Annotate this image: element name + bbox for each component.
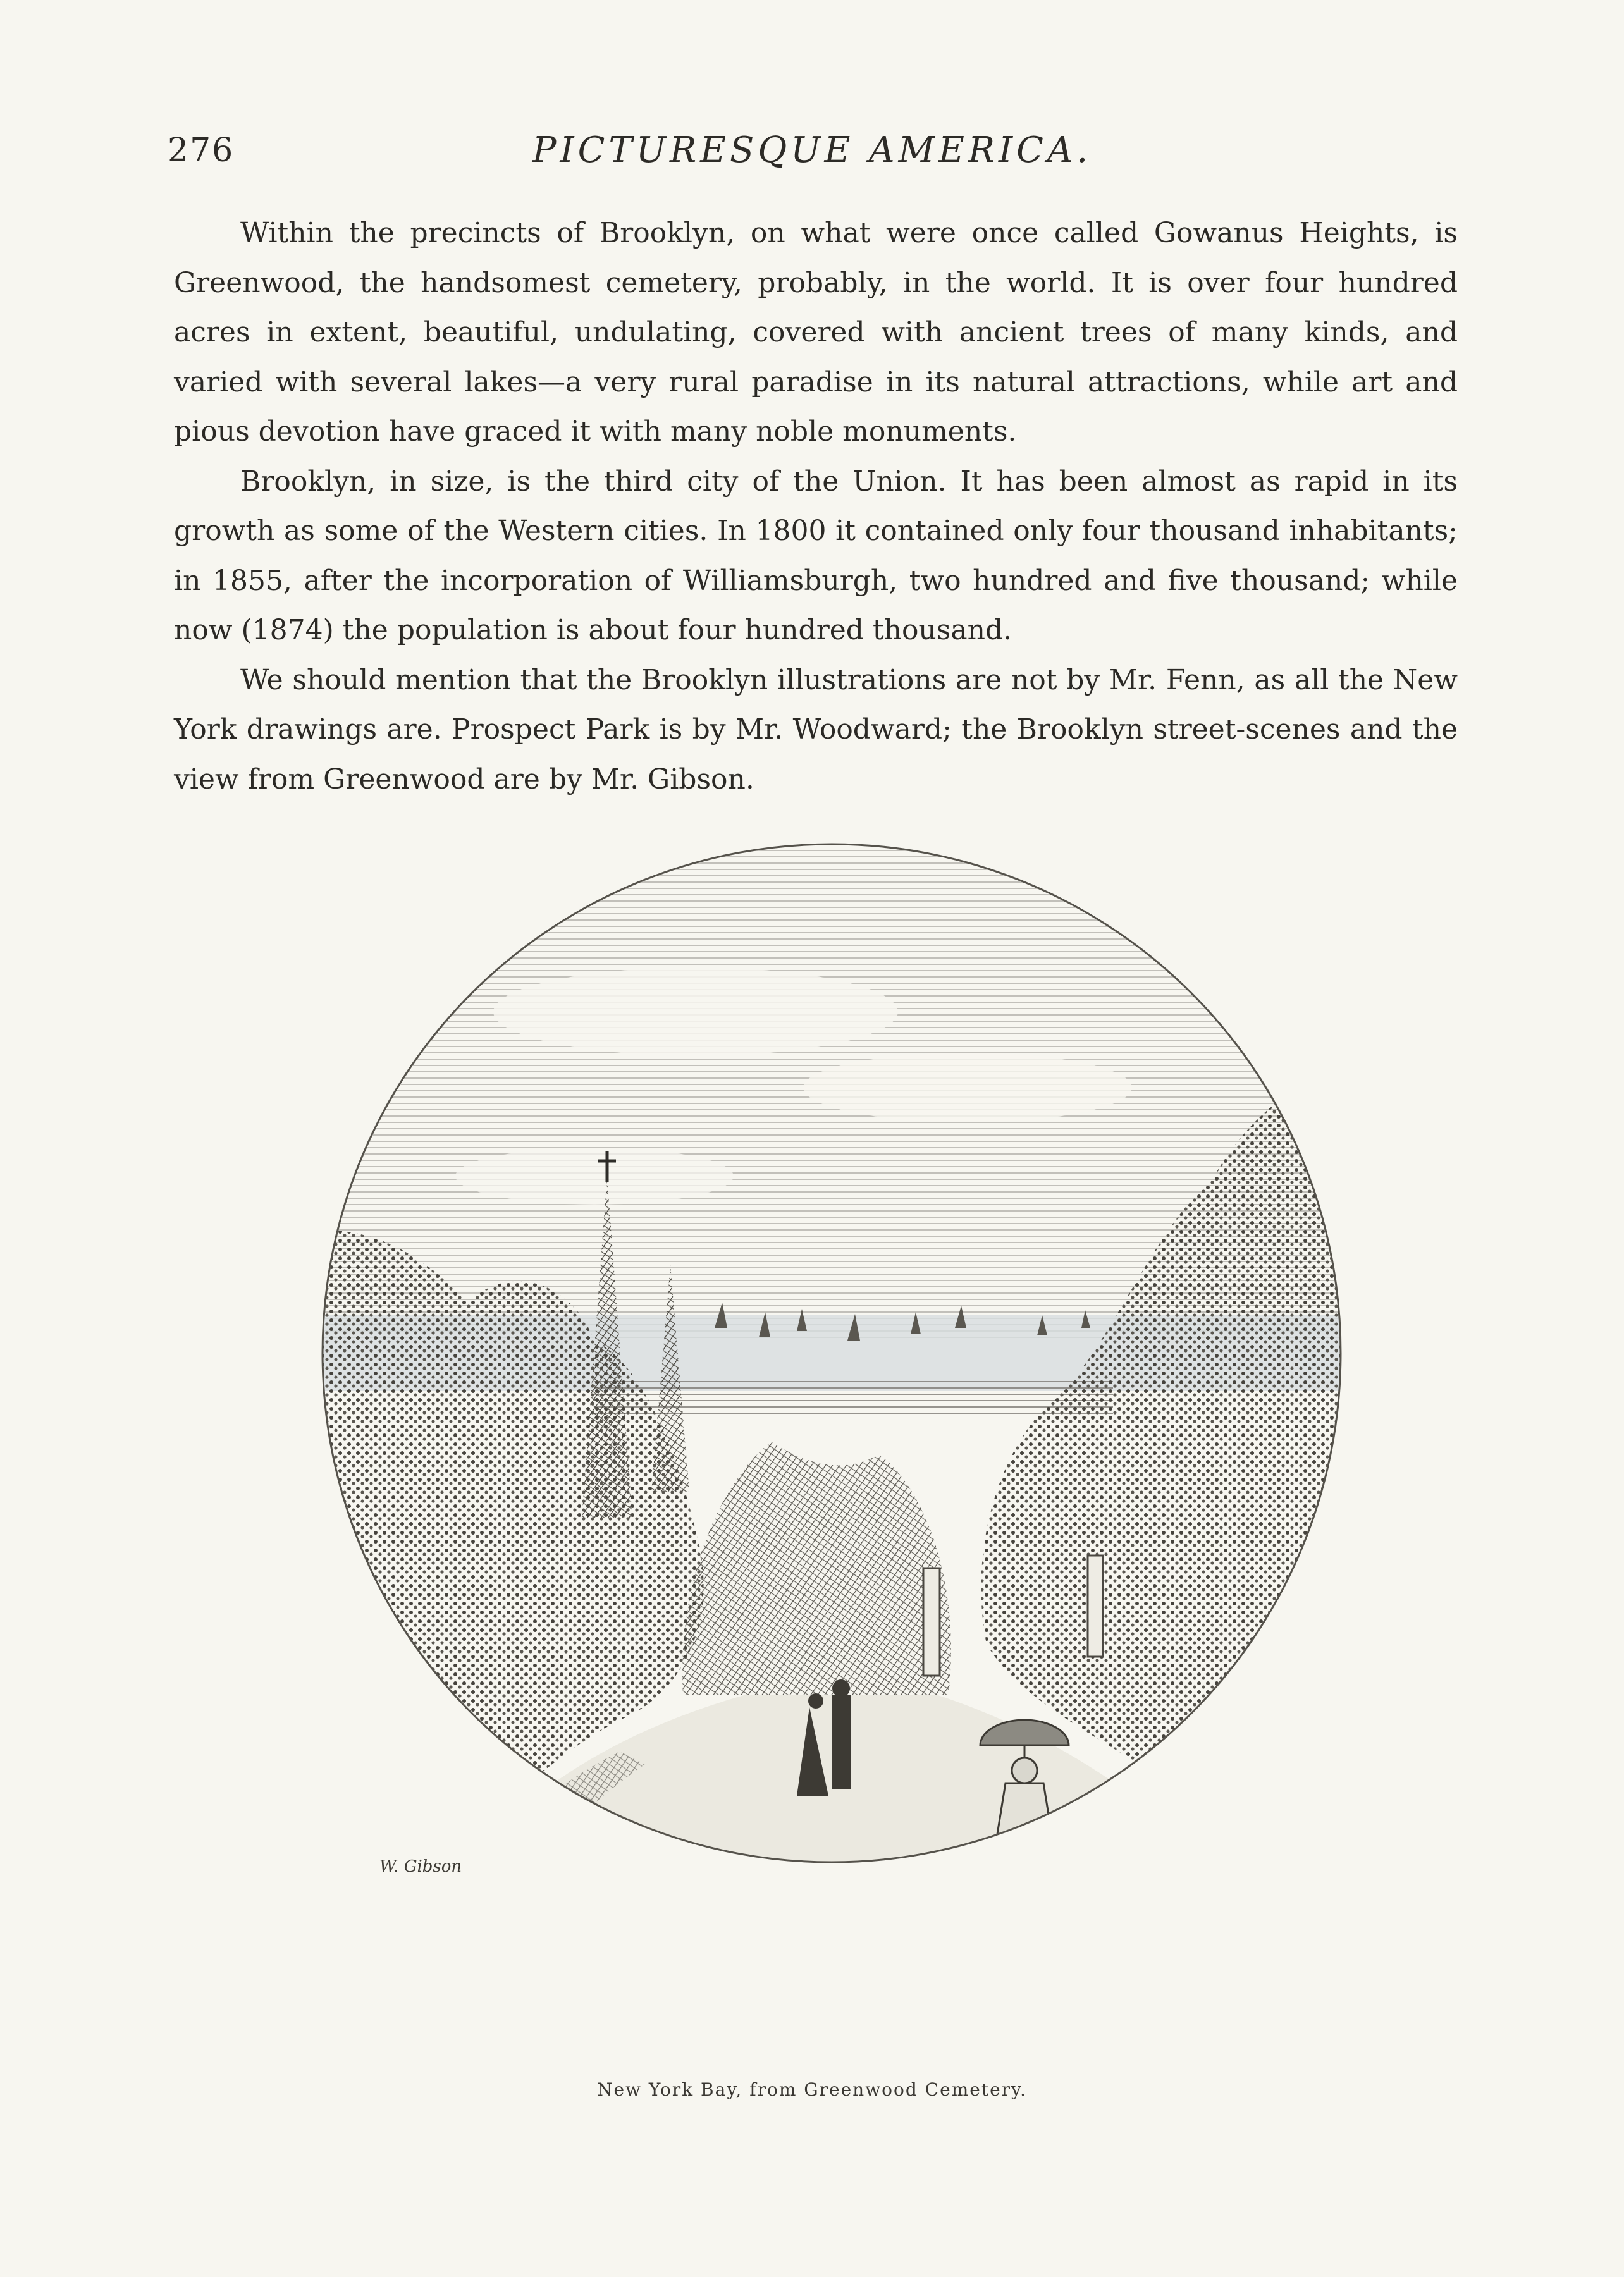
page-number: 276 (168, 132, 235, 169)
obelisk-monument (1088, 1556, 1103, 1657)
paragraph-illustrators: We should mention that the Brooklyn illustrations are not by Mr. Fenn, as all the New York drawings are. Prospect Park is by Mr. Woodward; the Brooklyn street-scenes and the view from Greenwood are by Mr. Gibson. (174, 663, 1458, 795)
paragraph-brooklyn-size: Brooklyn, in size, is the third city of the Union. It has been almost as rapid in its growth as some of the Western cities. In 1800 it contained only four thousand inhabitants; in 1855, after the incorporation of Williamsburgh, two hundred and five thousand; while now (1874) the population is about four hundred thousand. (174, 465, 1458, 646)
cloud (803, 1053, 1132, 1122)
artist-signature: W. Gibson (379, 1857, 462, 1876)
engraving-illustration (240, 822, 1423, 2061)
paragraph-greenwood: Within the precincts of Brooklyn, on what were once called Gowanus Heights, is Greenwood, the handsomest cemetery, probably, in the world. It is over four hundred acres in extent, beautiful, undulating, covered with ancient trees of many kinds, and varied with several lakes—a very rural paradise in its natural attractions, while art and pious devotion have graced it with many noble monuments. (174, 217, 1458, 448)
cloud (493, 967, 898, 1056)
obelisk-monument (923, 1568, 940, 1676)
middle-trees (682, 1442, 951, 1695)
figure-caption: New York Bay, from Greenwood Cemetery. (596, 2079, 1028, 2100)
cloud (455, 1148, 734, 1205)
body-text (174, 209, 1458, 804)
cemetery-path (335, 1695, 1379, 2061)
path-shading (335, 1752, 645, 2061)
running-head: PICTURESQUE AMERICA. (532, 130, 1092, 171)
